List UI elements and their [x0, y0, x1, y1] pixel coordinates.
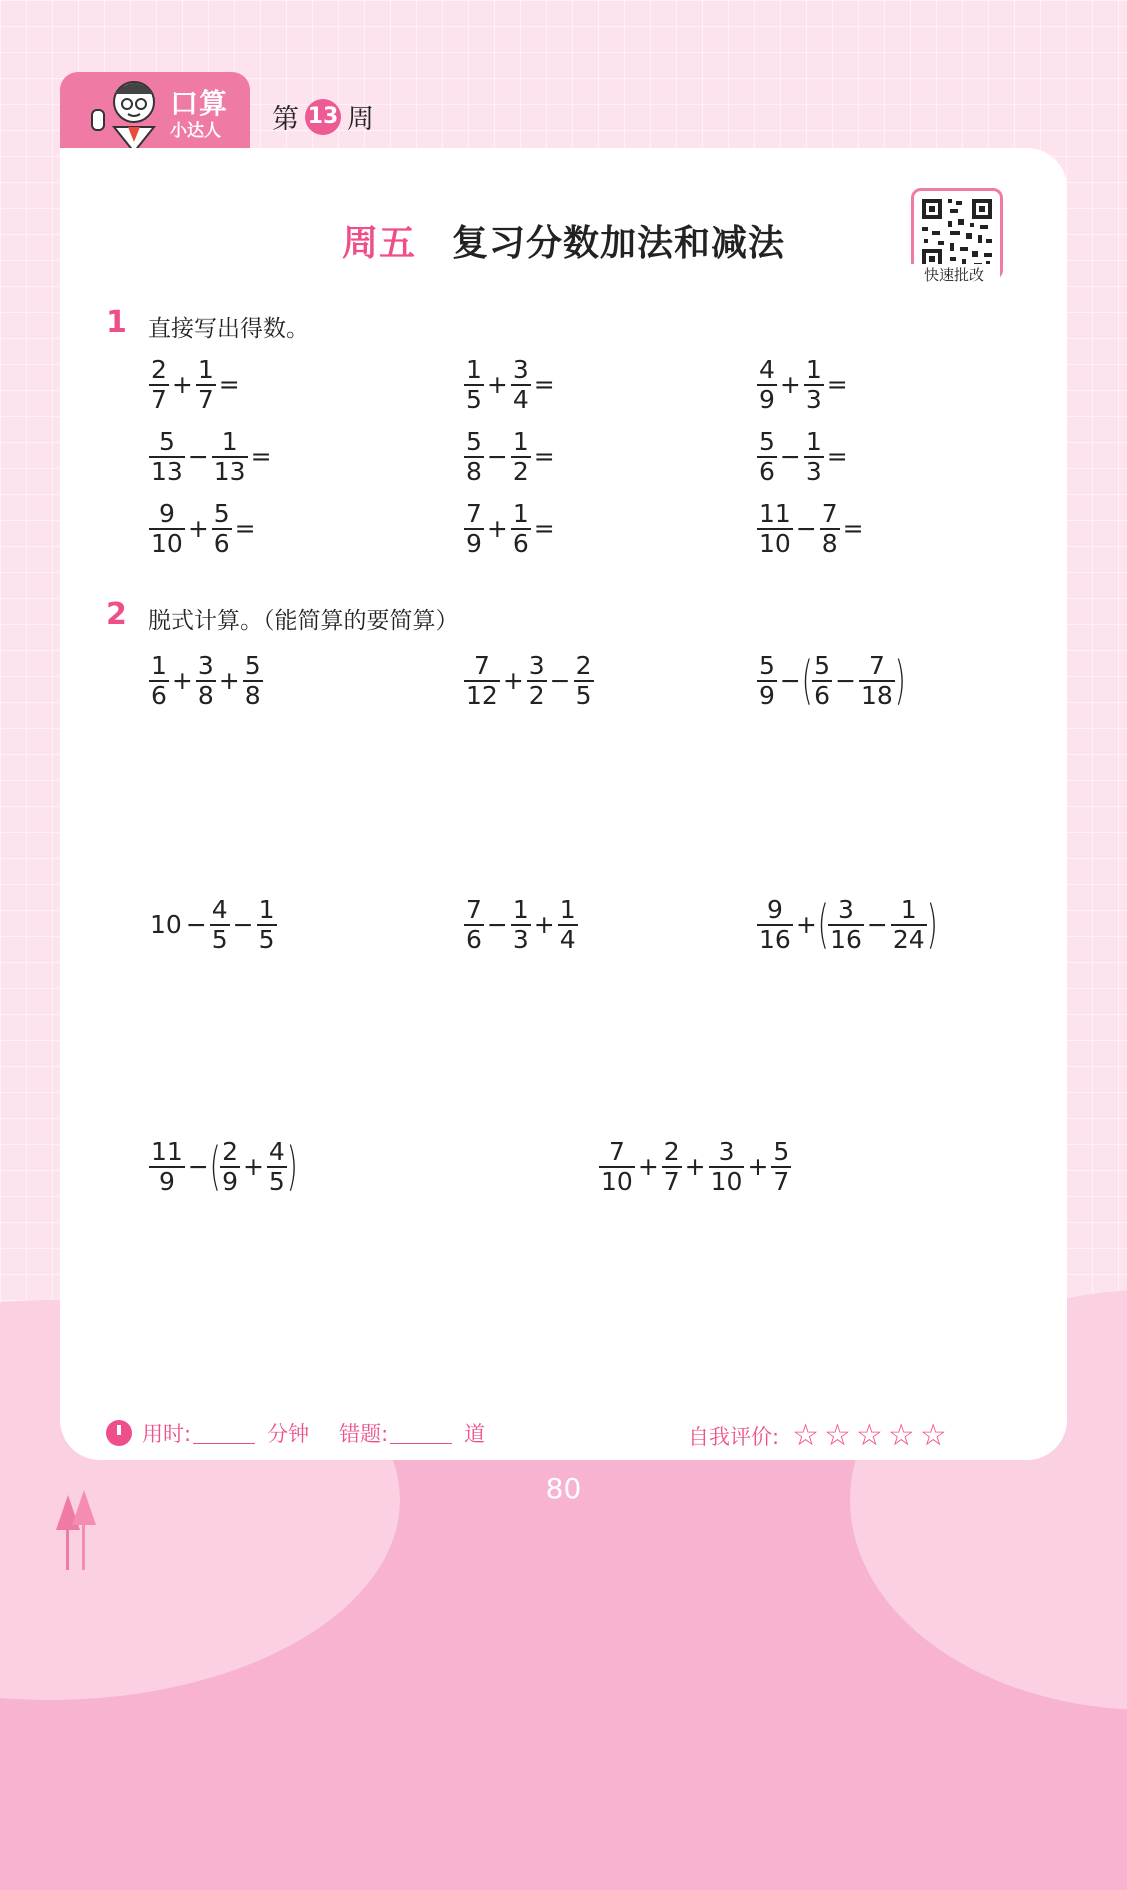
operator: = — [533, 514, 555, 544]
week-prefix: 第 — [272, 104, 299, 135]
fraction — [511, 356, 531, 414]
operator: − — [486, 442, 508, 472]
problem-1-5 — [463, 428, 557, 486]
rating-star-icon[interactable]: ☆ — [855, 1418, 883, 1453]
fraction — [859, 652, 895, 710]
numerator: 5 — [773, 1137, 790, 1166]
problem-1-2 — [463, 356, 557, 414]
fraction — [891, 896, 927, 954]
numerator: 5 — [466, 427, 482, 456]
operator: − — [835, 666, 857, 696]
brand-title: 口算 — [170, 87, 229, 120]
denominator: 16 — [830, 924, 862, 954]
denominator: 9 — [158, 1166, 175, 1196]
operator: = — [826, 442, 848, 472]
fraction — [196, 356, 216, 414]
operator: + — [779, 370, 801, 400]
denominator: 8 — [244, 680, 261, 710]
numerator: 1 — [805, 355, 822, 384]
close-paren: ) — [926, 894, 938, 955]
fraction — [212, 500, 232, 558]
fraction — [804, 428, 824, 486]
operator: = — [234, 514, 256, 544]
rating-star-icon[interactable]: ☆ — [823, 1418, 851, 1453]
operator: − — [185, 910, 207, 940]
fraction — [511, 896, 531, 954]
denominator: 10 — [710, 1166, 743, 1196]
numerator: 3 — [197, 651, 214, 680]
numerator: 1 — [512, 427, 529, 456]
operator: − — [486, 910, 508, 940]
fraction — [574, 652, 594, 710]
problem-1-7 — [148, 500, 258, 558]
tree-decoration-icon — [54, 1490, 98, 1570]
week-indicator — [272, 97, 374, 136]
denominator: 3 — [805, 456, 822, 486]
fraction — [464, 500, 484, 558]
numerator: 7 — [608, 1137, 625, 1166]
numerator: 1 — [805, 427, 822, 456]
fraction — [757, 500, 793, 558]
denominator: 13 — [213, 456, 246, 486]
numerator: 11 — [759, 499, 791, 528]
fraction — [828, 896, 864, 954]
brand-subtitle: 小达人 — [170, 121, 221, 141]
denominator: 8 — [197, 680, 214, 710]
fraction — [757, 896, 793, 954]
open-paren: ( — [817, 894, 829, 955]
denominator: 6 — [466, 924, 482, 954]
denominator: 16 — [759, 924, 791, 954]
numerator: 7 — [868, 651, 885, 680]
denominator: 13 — [151, 456, 183, 486]
operator: − — [779, 442, 801, 472]
operator: − — [549, 666, 571, 696]
numerator: 5 — [814, 651, 831, 680]
numerator: 5 — [244, 651, 261, 680]
problem-1-4 — [148, 428, 274, 486]
fraction — [757, 356, 777, 414]
fraction — [149, 428, 185, 486]
problem-2-1 — [148, 652, 264, 710]
problem-2-4 — [148, 896, 278, 954]
fraction — [212, 428, 248, 486]
fraction — [527, 652, 547, 710]
problem-2-6 — [756, 896, 936, 954]
denominator: 7 — [773, 1166, 790, 1196]
problem-1-6 — [756, 428, 850, 486]
numerator: 5 — [213, 499, 230, 528]
operator: + — [242, 1152, 264, 1182]
errors-unit: 道 — [464, 1422, 486, 1446]
open-paren: ( — [801, 650, 813, 711]
fraction — [812, 652, 832, 710]
denominator: 5 — [466, 384, 482, 414]
fraction — [464, 356, 484, 414]
operator: + — [218, 666, 240, 696]
fraction — [757, 428, 777, 486]
numerator: 1 — [466, 355, 482, 384]
problem-2-3 — [756, 652, 904, 710]
title-topic: 复习分数加法和减法 — [452, 223, 786, 264]
number: 10 — [150, 910, 182, 940]
denominator: 6 — [814, 680, 831, 710]
problem-1-3 — [756, 356, 850, 414]
problem-1-1 — [148, 356, 242, 414]
operator: − — [232, 910, 254, 940]
fraction — [149, 500, 185, 558]
numerator: 7 — [473, 651, 490, 680]
operator: = — [250, 442, 272, 472]
numerator: 9 — [158, 499, 175, 528]
fraction — [558, 896, 578, 954]
page-number: 80 — [545, 1472, 582, 1505]
numerator: 2 — [663, 1137, 680, 1166]
denominator: 7 — [663, 1166, 680, 1196]
close-paren: ) — [286, 1136, 298, 1197]
rating-star-icon[interactable]: ☆ — [919, 1418, 947, 1453]
denominator: 7 — [197, 384, 214, 414]
numerator: 1 — [559, 895, 576, 924]
numerator: 4 — [268, 1137, 285, 1166]
denominator: 5 — [575, 680, 592, 710]
rating-label: 自我评价: — [688, 1424, 780, 1449]
content-card — [60, 148, 1067, 1460]
fraction — [149, 356, 169, 414]
numerator: 1 — [197, 355, 214, 384]
numerator: 7 — [466, 895, 482, 924]
close-paren: ) — [894, 650, 906, 711]
operator: − — [795, 514, 817, 544]
mascot-icon — [84, 72, 164, 152]
numerator: 1 — [221, 427, 238, 456]
denominator: 9 — [759, 384, 775, 414]
rating-star-icon[interactable]: ☆ — [792, 1418, 819, 1453]
title-day: 周五 — [341, 223, 416, 264]
operator: + — [684, 1152, 706, 1182]
numerator: 11 — [151, 1137, 183, 1166]
operator: = — [218, 370, 240, 400]
operator: − — [779, 666, 801, 696]
numerator: 9 — [766, 895, 783, 924]
operator: − — [187, 1152, 209, 1182]
denominator: 5 — [258, 924, 275, 954]
fraction — [220, 1138, 240, 1196]
numerator: 1 — [151, 651, 167, 680]
denominator: 8 — [821, 528, 838, 558]
fraction — [464, 428, 484, 486]
denominator: 2 — [528, 680, 545, 710]
errors-label: 错题: — [339, 1422, 389, 1446]
denominator: 9 — [466, 528, 482, 558]
operator: + — [502, 666, 524, 696]
denominator: 6 — [512, 528, 529, 558]
errors-input-blank[interactable] — [390, 1423, 452, 1444]
rating-star-icon[interactable]: ☆ — [887, 1418, 915, 1453]
numerator: 4 — [759, 355, 775, 384]
denominator: 24 — [892, 924, 925, 954]
numerator: 1 — [258, 895, 275, 924]
denominator: 10 — [759, 528, 791, 558]
denominator: 5 — [211, 924, 228, 954]
stopwatch-icon — [106, 1420, 132, 1446]
operator: + — [533, 910, 555, 940]
operator: − — [866, 910, 888, 940]
problem-1-8 — [463, 500, 557, 558]
time-label: 用时: — [142, 1422, 192, 1446]
denominator: 3 — [512, 924, 529, 954]
numerator: 2 — [222, 1137, 238, 1166]
numerator: 2 — [151, 355, 167, 384]
time-input-blank[interactable] — [193, 1423, 255, 1444]
denominator: 7 — [151, 384, 167, 414]
operator: + — [187, 514, 209, 544]
fraction — [511, 500, 531, 558]
operator: − — [187, 442, 209, 472]
numerator: 5 — [759, 427, 775, 456]
problem-2-2 — [463, 652, 595, 710]
denominator: 6 — [213, 528, 230, 558]
denominator: 10 — [151, 528, 183, 558]
fraction — [599, 1138, 635, 1196]
numerator: 7 — [466, 499, 482, 528]
operator: = — [533, 370, 555, 400]
fraction — [662, 1138, 682, 1196]
numerator: 1 — [900, 895, 917, 924]
numerator: 7 — [821, 499, 838, 528]
operator: + — [486, 370, 508, 400]
denominator: 6 — [759, 456, 775, 486]
fraction — [709, 1138, 745, 1196]
fraction — [820, 500, 840, 558]
fraction — [149, 652, 169, 710]
denominator: 2 — [512, 456, 529, 486]
numerator: 3 — [528, 651, 545, 680]
denominator: 6 — [151, 680, 167, 710]
operator: = — [826, 370, 848, 400]
operator: + — [747, 1152, 769, 1182]
denominator: 3 — [805, 384, 822, 414]
numerator: 2 — [575, 651, 592, 680]
numerator: 3 — [718, 1137, 735, 1166]
operator: = — [533, 442, 555, 472]
numerator: 5 — [158, 427, 175, 456]
open-paren: ( — [209, 1136, 221, 1197]
operator: + — [486, 514, 508, 544]
fraction — [149, 1138, 185, 1196]
operator: + — [795, 910, 817, 940]
numerator: 1 — [512, 895, 529, 924]
problem-2-8 — [598, 1138, 792, 1196]
section-2-number: 2 — [106, 597, 127, 632]
denominator: 4 — [512, 384, 529, 414]
fraction — [243, 652, 263, 710]
problem-2-5 — [463, 896, 579, 954]
operator: + — [171, 370, 193, 400]
week-number-badge: 13 — [305, 99, 341, 135]
fraction — [464, 652, 500, 710]
fraction — [196, 652, 216, 710]
numerator: 3 — [512, 355, 529, 384]
denominator: 8 — [466, 456, 482, 486]
numerator: 1 — [512, 499, 529, 528]
numerator: 4 — [211, 895, 228, 924]
problem-1-9 — [756, 500, 866, 558]
section-1-number: 1 — [106, 305, 127, 340]
fraction — [210, 896, 230, 954]
time-unit: 分钟 — [267, 1422, 310, 1446]
operator: + — [171, 666, 193, 696]
denominator: 5 — [268, 1166, 285, 1196]
fraction — [511, 428, 531, 486]
denominator: 9 — [759, 680, 775, 710]
section-1-instruction: 直接写出得数。 — [148, 316, 309, 342]
operator: + — [637, 1152, 659, 1182]
fraction — [771, 1138, 791, 1196]
fraction — [267, 1138, 287, 1196]
qr-label: 快速批改 — [908, 264, 1000, 285]
fraction — [464, 896, 484, 954]
denominator: 9 — [222, 1166, 238, 1196]
denominator: 4 — [559, 924, 576, 954]
denominator: 10 — [601, 1166, 633, 1196]
fraction — [757, 652, 777, 710]
operator: = — [842, 514, 864, 544]
denominator: 18 — [861, 680, 893, 710]
self-rating — [688, 1418, 947, 1453]
problem-2-7 — [148, 1138, 296, 1196]
fraction — [257, 896, 277, 954]
week-suffix: 周 — [347, 104, 374, 135]
time-record — [106, 1418, 485, 1448]
numerator: 3 — [838, 895, 854, 924]
numerator: 5 — [759, 651, 775, 680]
denominator: 12 — [466, 680, 498, 710]
fraction — [804, 356, 824, 414]
section-2-instruction: 脱式计算。（能简算的要简算） — [148, 608, 459, 634]
